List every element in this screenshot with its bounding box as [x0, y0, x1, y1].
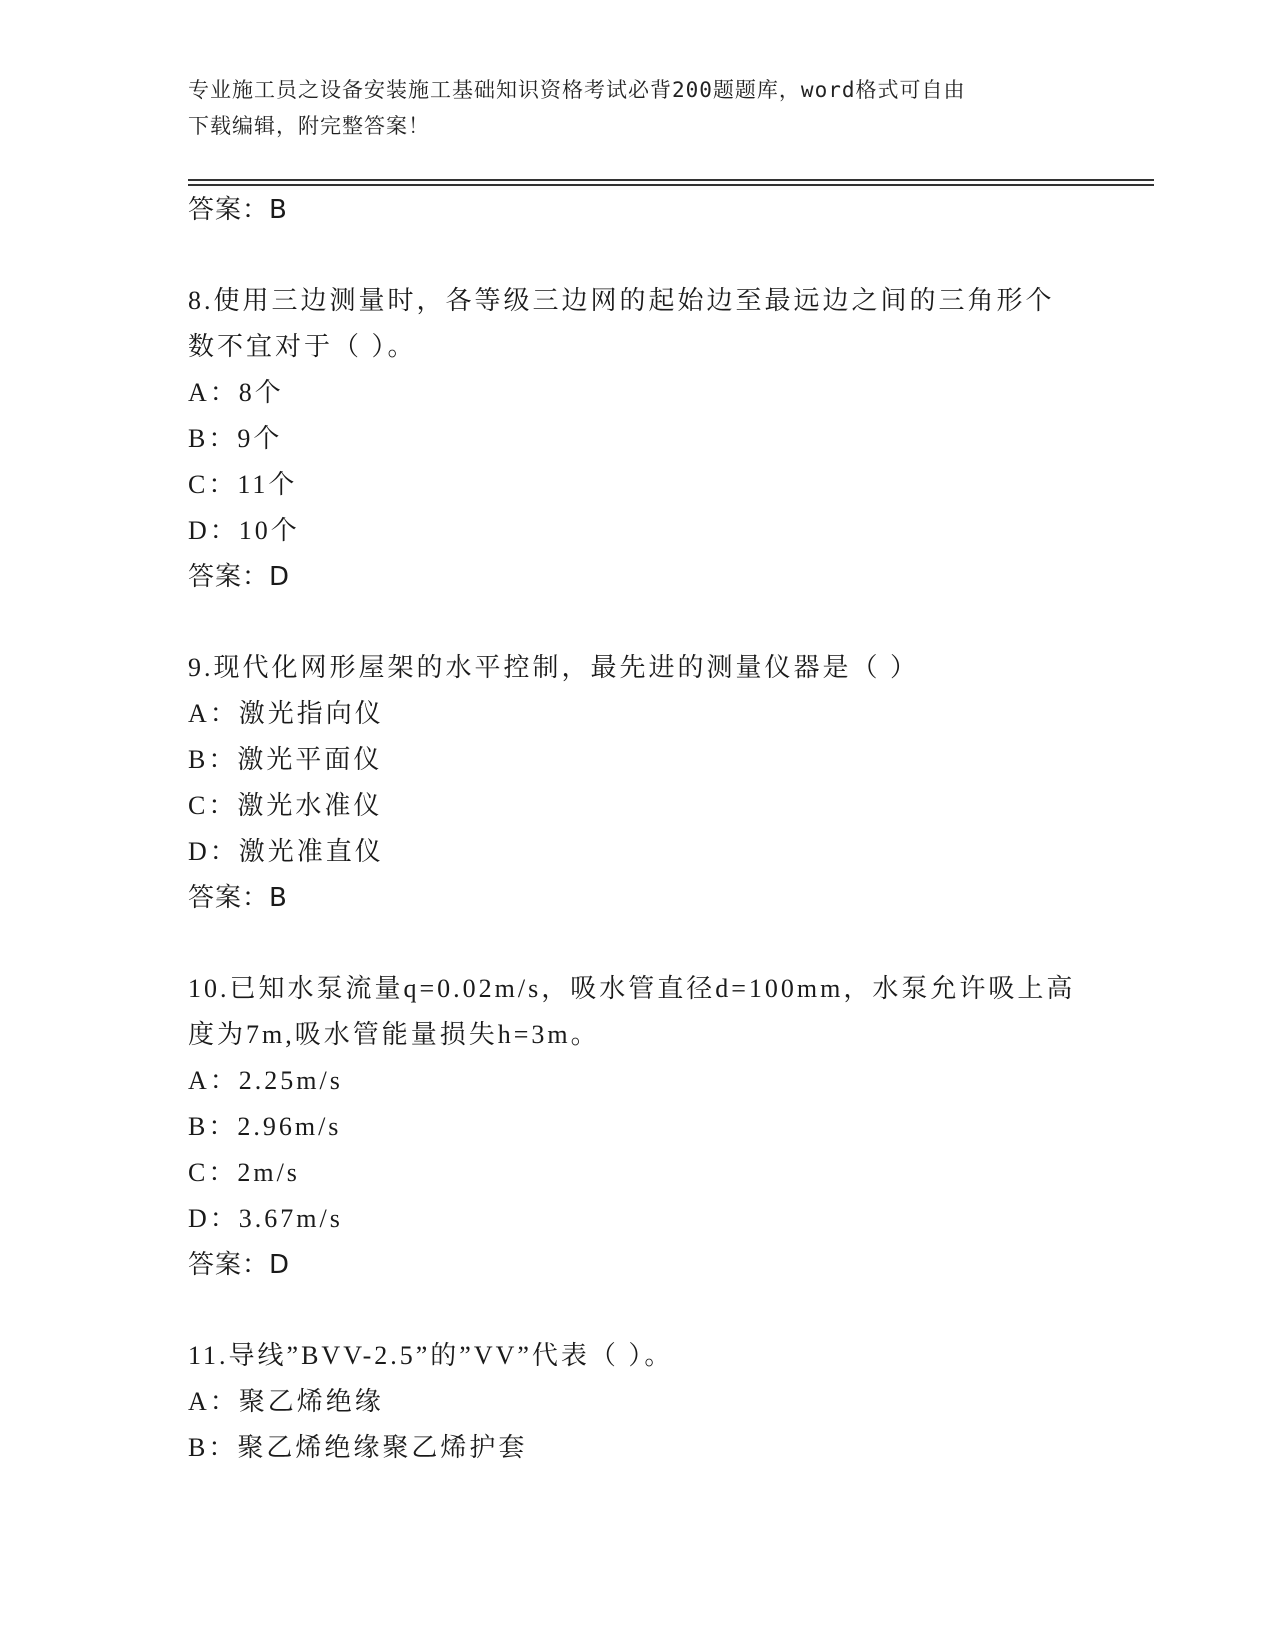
option-b: B：9个 — [188, 424, 283, 453]
option-d: D：激光准直仪 — [188, 837, 384, 866]
option-a: A：2.25m/s — [188, 1066, 343, 1095]
question-11 — [188, 1333, 1088, 1471]
option-a: A：8个 — [188, 378, 284, 407]
option-a: A：激光指向仪 — [188, 699, 384, 728]
question-stem: 8.使用三边测量时，各等级三边网的起始边至最远边之间的三角形个 — [188, 286, 1055, 315]
option-d: D：3.67m/s — [188, 1204, 343, 1233]
question-stem: 11.导线”BVV-2.5”的”VV”代表（ ）。 — [188, 1341, 674, 1370]
option-d: D：10个 — [188, 516, 300, 545]
question-stem: 10.已知水泵流量q=0.02m/s，吸水管直径d=100mm，水泵允许吸上高 — [188, 974, 1076, 1003]
previous-answer: 答案：B — [188, 195, 288, 225]
header-rule-bottom — [188, 184, 1154, 186]
option-c: C：11个 — [188, 470, 298, 499]
question-stem: 度为7m,吸水管能量损失h=3m。 — [188, 1020, 600, 1049]
question-9 — [188, 645, 1088, 921]
option-c: C：2m/s — [188, 1158, 300, 1187]
option-b: B：2.96m/s — [188, 1112, 342, 1141]
option-b: B：聚乙烯绝缘聚乙烯护套 — [188, 1433, 528, 1462]
question-answer: 答案：B — [188, 883, 288, 913]
option-b: B：激光平面仪 — [188, 745, 383, 774]
header-line-2: 下载编辑，附完整答案！ — [188, 114, 430, 138]
document-header — [188, 72, 1068, 144]
header-rule-top — [188, 179, 1154, 181]
question-10 — [188, 966, 1088, 1288]
option-a: A：聚乙烯绝缘 — [188, 1387, 384, 1416]
question-stem: 数不宜对于（ ）。 — [188, 332, 417, 361]
question-stem: 9.现代化网形屋架的水平控制，最先进的测量仪器是（ ） — [188, 653, 920, 682]
question-answer: 答案：D — [188, 1250, 291, 1280]
option-c: C：激光水准仪 — [188, 791, 383, 820]
question-answer: 答案：D — [188, 562, 291, 592]
document-body — [188, 187, 1088, 1471]
question-8 — [188, 278, 1088, 600]
header-line-1: 专业施工员之设备安装施工基础知识资格考试必背200题题库，word格式可自由 — [188, 78, 966, 102]
